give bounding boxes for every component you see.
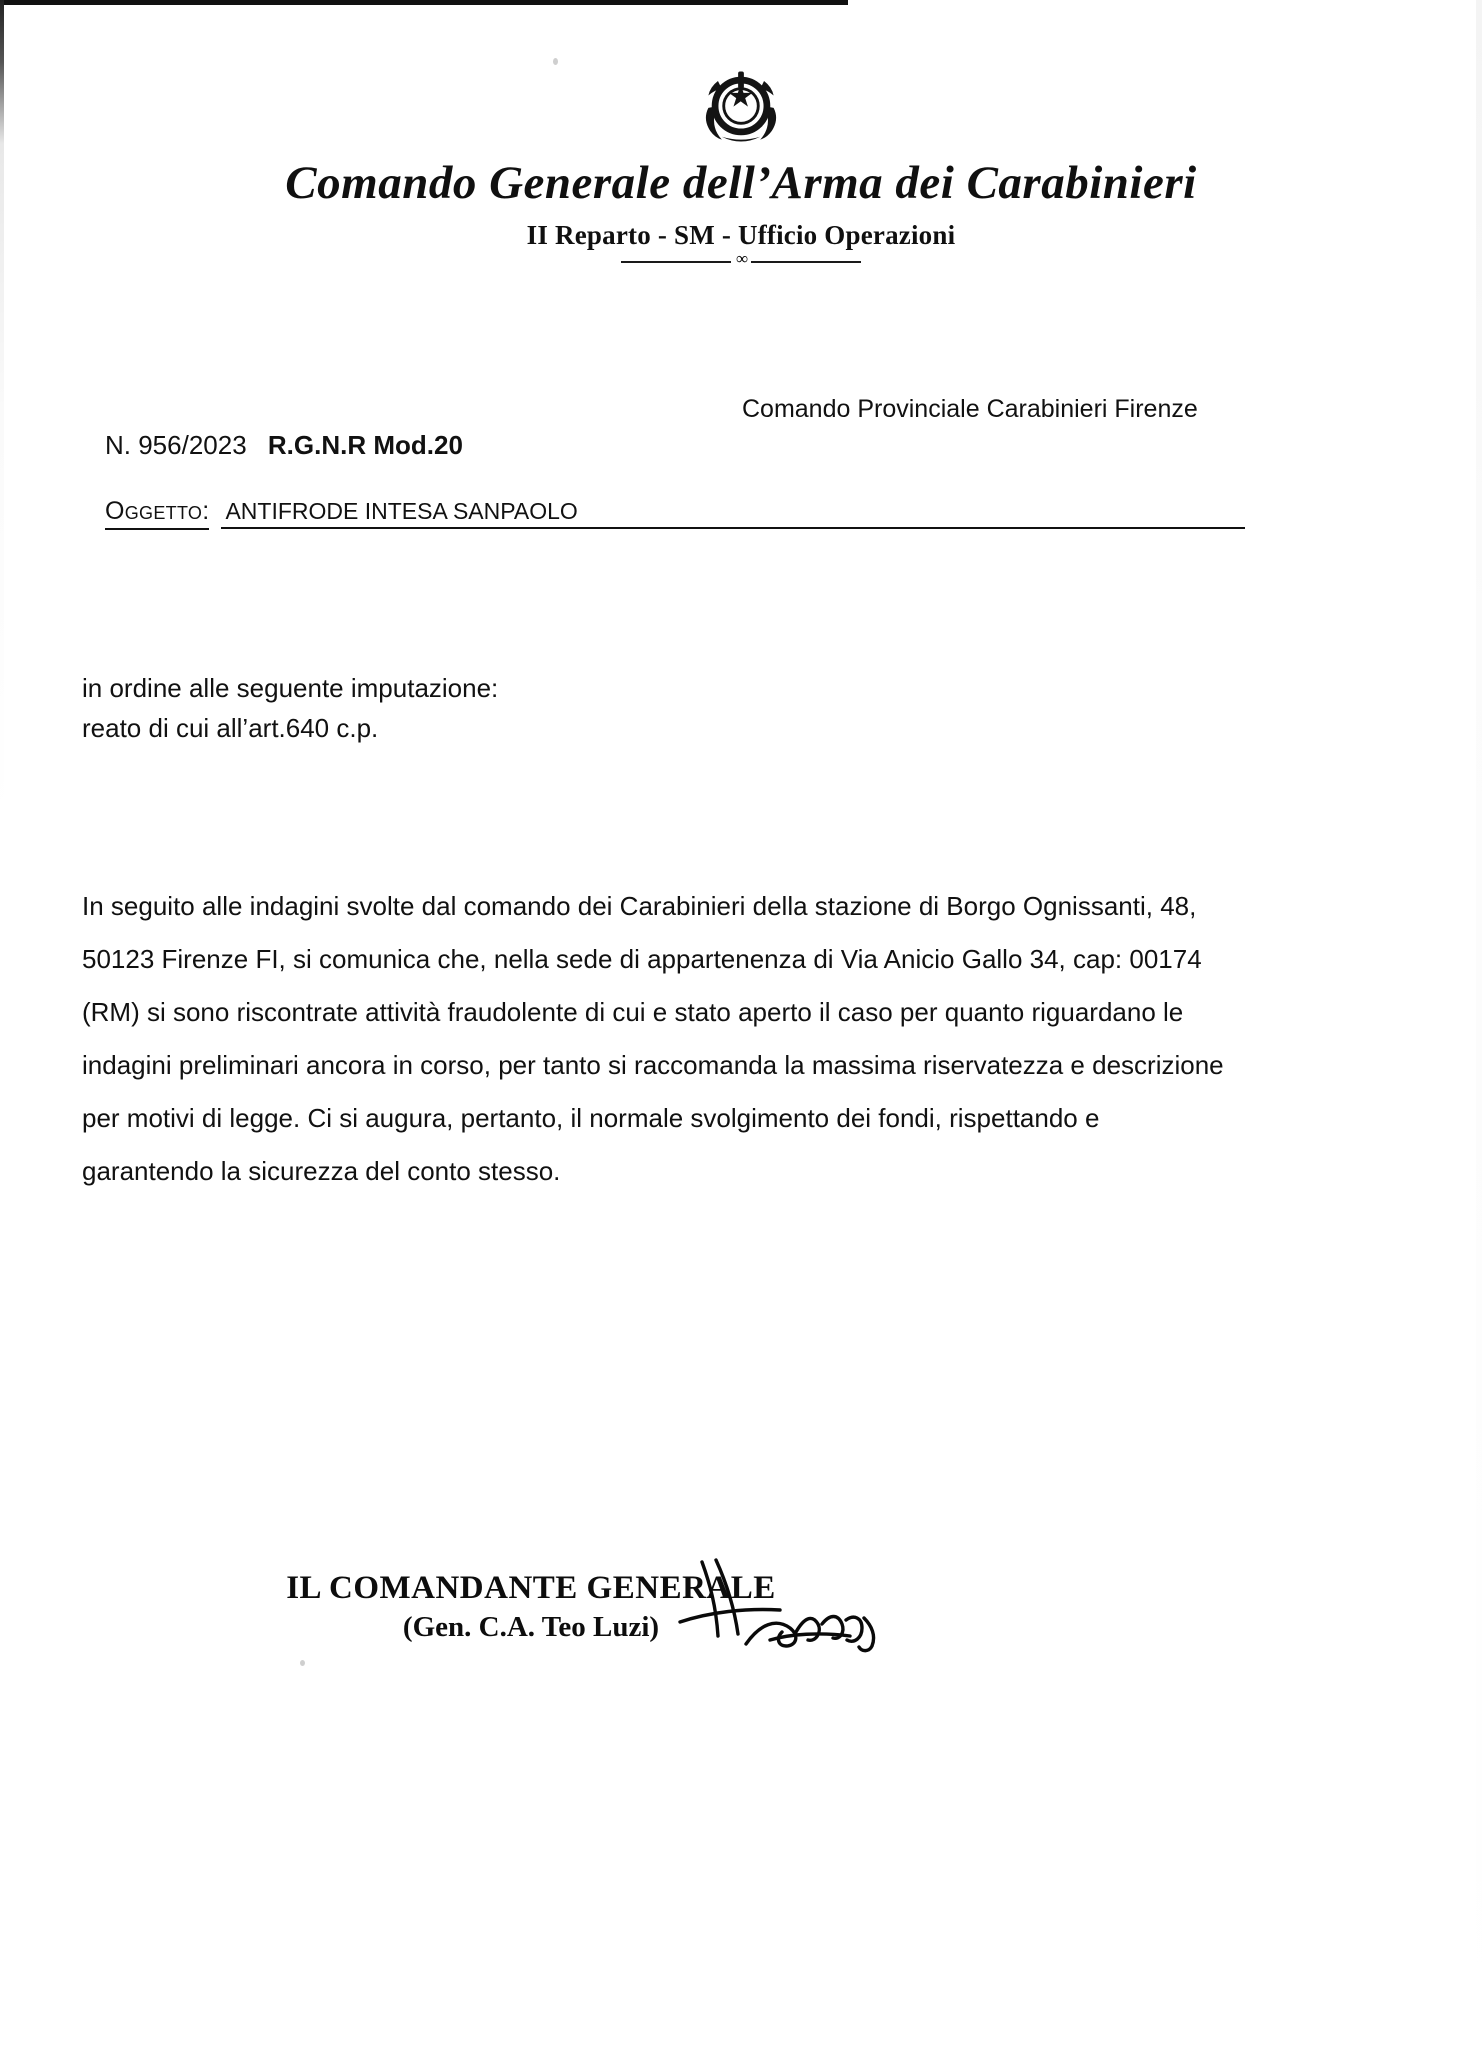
subject-row [105, 497, 1245, 530]
italian-republic-emblem-icon [693, 58, 789, 154]
charge-intro: in ordine alle seguente imputazione: [82, 673, 499, 703]
divider-line-right [751, 261, 861, 263]
scan-speck [300, 1660, 305, 1666]
subject-label: Oggetto: [105, 497, 209, 530]
scan-edge-top-gap [848, 0, 1482, 5]
scan-edge-left [0, 0, 4, 2056]
signature-block [0, 1570, 1482, 1644]
protocol-number: N. 956/2023 [105, 430, 247, 460]
protocol-line [105, 430, 463, 461]
signature-name: (Gen. C.A. Teo Luzi) [402, 1611, 660, 1643]
signature-title: IL COMANDANTE GENERALE [286, 1570, 776, 1606]
divider-ornament-icon: ∞ [735, 249, 747, 268]
addressee: Comando Provinciale Carabinieri Firenze [742, 395, 1198, 423]
letterhead [0, 58, 1482, 267]
department-title: II Reparto - SM - Ufficio Operazioni [526, 220, 956, 250]
charge-block [82, 668, 498, 748]
divider-line-left [621, 261, 731, 263]
header-divider [0, 249, 1482, 268]
protocol-register: R.G.N.R Mod.20 [267, 430, 463, 460]
subject-value: ANTIFRODE INTESA SANPAOLO [221, 498, 1245, 529]
scan-edge-right [1476, 0, 1482, 2056]
organization-title: Comando Generale dell’Arma dei Carabinieri [285, 157, 1197, 209]
body-paragraph: In seguito alle indagini svolte dal comando dei Carabinieri della stazione di Borgo Ognissanti, 48, 50123 Firenze FI, si comunica che, nella sede di appartenenza di Via Anicio Gallo 34, cap: 00174 (RM) si sono riscontrate attività fraudolente di cui e stato aperto il caso per quanto riguardano le indagini preliminari ancora in corso, per tanto si raccomanda la massima riservatezza e descrizione per motivi di legge. Ci si augura, pertanto, il normale svolgimento dei fondi, rispettando e garantendo la sicurezza del conto stesso. [82, 891, 1224, 1186]
charge-article: reato di cui all’art.640 c.p. [82, 713, 379, 743]
scan-speck [553, 58, 558, 65]
